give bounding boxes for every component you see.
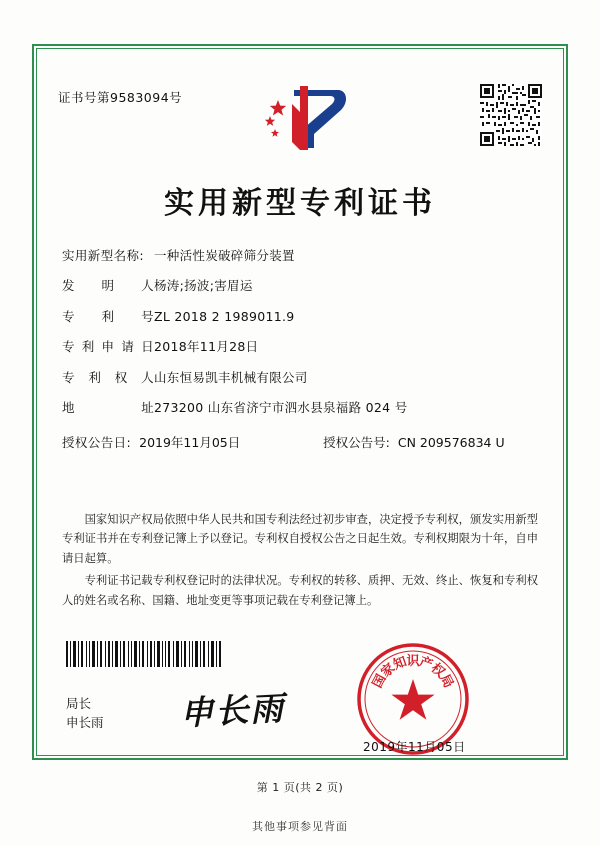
field-label-application-date: 专利申请日: [62, 339, 154, 355]
field-row-inventor: [62, 278, 540, 295]
field-value-grant-number: CN 209576834 U: [397, 434, 505, 450]
svg-text:家: 家: [378, 660, 399, 681]
barcode-icon: [64, 641, 222, 667]
field-label-address: 地址: [62, 399, 154, 415]
signature-title: [66, 694, 104, 733]
field-label-invention-name: 实用新型名称:: [62, 248, 145, 263]
sipo-emblem-icon: [248, 82, 352, 156]
field-row-invention-name: [62, 248, 540, 265]
page-title: 实用新型专利证书: [164, 186, 436, 221]
field-value-invention-name: 一种活性炭破碎筛分装置: [154, 248, 295, 263]
svg-text:国: 国: [370, 672, 390, 691]
field-label-grant-number: 授权公告号:: [323, 434, 390, 450]
field-row-address: [62, 400, 540, 417]
field-value-inventor: 杨涛;扬波;害眉运: [154, 278, 253, 294]
field-row-patentee: [62, 370, 540, 387]
field-label-grant-date: 授权公告日:: [62, 434, 132, 450]
certificate-body-text: [62, 510, 538, 613]
field-label-inventor: 发明人: [62, 278, 154, 294]
field-row-grant: [62, 435, 540, 452]
svg-text:知: 知: [391, 654, 409, 674]
field-value-address: 273200 山东省济宁市泗水县泉福路 024 号: [154, 399, 408, 415]
body-paragraph-2: 专利证书记载专利权登记时的法律状况。专利权的转移、质押、无效、终止、恢复和专利权人的姓名或名称、国籍、地址变更等事项记载在专利登记簿上。: [62, 574, 538, 607]
field-value-patent-number: ZL 2018 2 1989011.9: [154, 308, 295, 324]
svg-text:局: 局: [436, 672, 456, 691]
field-row-application-date: [62, 339, 540, 356]
field-value-application-date: 2018年11月28日: [154, 339, 259, 355]
footer-note: 其他事项参见背面: [252, 820, 348, 833]
field-value-patentee: 山东恒易凯丰机械有限公司: [154, 369, 308, 385]
signature-title-line1: 局长: [66, 696, 92, 711]
svg-text:产: 产: [417, 654, 435, 674]
field-label-patent-number: 专利号: [62, 308, 154, 324]
field-value-grant-date: 2019年11月05日: [139, 434, 241, 450]
field-label-patentee: 专利权人: [62, 369, 154, 385]
page-number: 第 1 页(共 2 页): [256, 781, 344, 794]
handwritten-signature: 申长雨: [179, 688, 287, 733]
svg-text:权: 权: [427, 660, 448, 681]
seal-date: 2019年11月05日: [363, 740, 466, 754]
field-row-patent-number: [62, 309, 540, 326]
svg-text:识: 识: [406, 654, 420, 669]
body-paragraph-1: 国家知识产权局依照中华人民共和国专利法经过初步审查，决定授予专利权，颁发实用新型专利证书并在专利登记簿上予以登记。专利权自授权公告之日起生效。专利权期限为十年，自申请日起算。: [62, 513, 538, 565]
certificate-number: 证书号第9583094号: [58, 90, 183, 105]
signature-title-line2: 申长雨: [66, 715, 104, 731]
qr-code-icon: [480, 84, 542, 146]
certificate-fields: [62, 248, 540, 465]
